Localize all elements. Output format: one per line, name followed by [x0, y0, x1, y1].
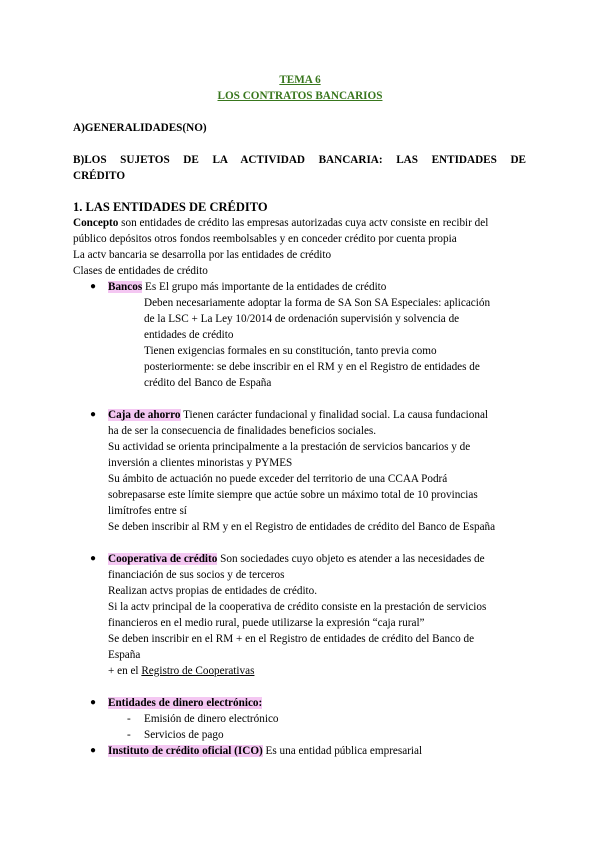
caja-line: Su ámbito de actuación no puede exceder del territorio de una CCAA Podrá [108, 473, 448, 485]
cooperativa-line: financiación de sus socios y de terceros [108, 569, 285, 581]
cooperativa-line: Si la actv principal de la cooperativa de crédito consiste en la prestación de servicios [108, 601, 487, 613]
bullet-cooperativa: ● [90, 553, 97, 564]
cooperativa-label: Cooperativa de crédito [108, 553, 218, 565]
caja-line: ha de ser la consecuencia de finalidades beneficios sociales. [108, 425, 377, 437]
clases-line: Clases de entidades de crédito [73, 265, 208, 277]
actv-bancaria-line: La actv bancaria se desarrolla por las entidades de crédito [73, 249, 332, 261]
cooperativa-line: Realizan actvs propias de entidades de crédito. [108, 585, 318, 597]
caja-line: limítrofes entre sí [108, 505, 187, 517]
bullet-dinero: ● [90, 697, 97, 708]
caja-line: sobrepasarse este límite siempre que actúe sobre un máximo total de 10 provincias [108, 489, 478, 501]
concepto-label: Concepto [73, 217, 119, 229]
caja-line: Su actividad se orienta principalmente a la prestación de servicios bancarios y de [108, 441, 471, 453]
bullet-ico: ● [90, 745, 97, 756]
bancos-label: Bancos [108, 281, 143, 293]
tema-heading: TEMA 6 [279, 74, 321, 86]
bullet-bancos: ● [90, 281, 97, 292]
cooperativa-line: España [108, 649, 141, 661]
dinero-item: Emisión de dinero electrónico [144, 713, 279, 725]
bullet-caja: ● [90, 409, 97, 420]
cooperativa-line: financieros en el medio rural, puede utilizarse la expresión “caja rural” [108, 617, 425, 629]
cooperativa-line: Se deben inscribir en el RM + en el Registro de entidades de crédito del Banco de [108, 633, 475, 645]
bancos-line: Deben necesariamente adoptar la forma de SA Son SA Especiales: aplicación [144, 297, 491, 309]
registro-prefix: + en el [108, 665, 142, 677]
bancos-line: de la LSC + La Ley 10/2014 de ordenación supervisión y solvencia de [144, 313, 460, 325]
dash-marker: - [127, 729, 131, 741]
cooperativa-intro [108, 551, 485, 567]
concepto-text: son entidades de crédito las empresas autorizadas cuya actv consiste en recibir del [118, 217, 489, 229]
page-title: LOS CONTRATOS BANCARIOS [217, 90, 383, 102]
caja-line: inversión a clientes minoristas y PYMES [108, 457, 293, 469]
ico-label: Instituto de crédito oficial (ICO) [108, 745, 263, 757]
concepto-line1 [73, 215, 488, 231]
dinero-heading [108, 695, 262, 711]
caja-intro-text: Tienen carácter fundacional y finalidad social. La causa fundacional [180, 409, 489, 421]
ico-intro-text: Es una entidad pública empresarial [262, 745, 423, 757]
bancos-intro-text: Es El grupo más importante de la entidades de crédito [142, 281, 387, 293]
cooperativa-intro-text: Son sociedades cuyo objeto es atender a las necesidades de [217, 553, 485, 565]
dash-marker: - [127, 713, 131, 725]
bancos-line: crédito del Banco de España [144, 377, 272, 389]
section-a-heading: A)GENERALIDADES(NO) [73, 122, 207, 134]
caja-intro [108, 407, 488, 423]
subsection-title: 1. LAS ENTIDADES DE CRÉDITO [73, 200, 268, 214]
section-b-heading-line1: B)LOS SUJETOS DE LA ACTIVIDAD BANCARIA: LAS ENTIDADES DE [73, 154, 526, 166]
bancos-line: posteriormente: se debe inscribir en el RM y en el Registro de entidades de [144, 361, 480, 373]
dinero-label: Entidades de dinero electrónico: [108, 697, 263, 709]
caja-label: Caja de ahorro [108, 409, 181, 421]
caja-line: Se deben inscribir al RM y en el Registro de entidades de crédito del Banco de España [108, 521, 496, 533]
cooperativa-line [108, 663, 254, 679]
bancos-line: entidades de crédito [144, 329, 234, 341]
bancos-line: Tienen exigencias formales en su constitución, tanto previa como [144, 345, 437, 357]
ico-line [108, 743, 422, 759]
registro-cooperativas-link[interactable]: Registro de Cooperativas [141, 665, 255, 677]
section-b-heading-line2: CRÉDITO [73, 170, 126, 182]
bancos-intro [108, 279, 386, 295]
dinero-item: Servicios de pago [144, 729, 224, 741]
concepto-line2: público depósitos otros fondos reembolsables y en conceder crédito por cuenta propia [73, 233, 457, 245]
